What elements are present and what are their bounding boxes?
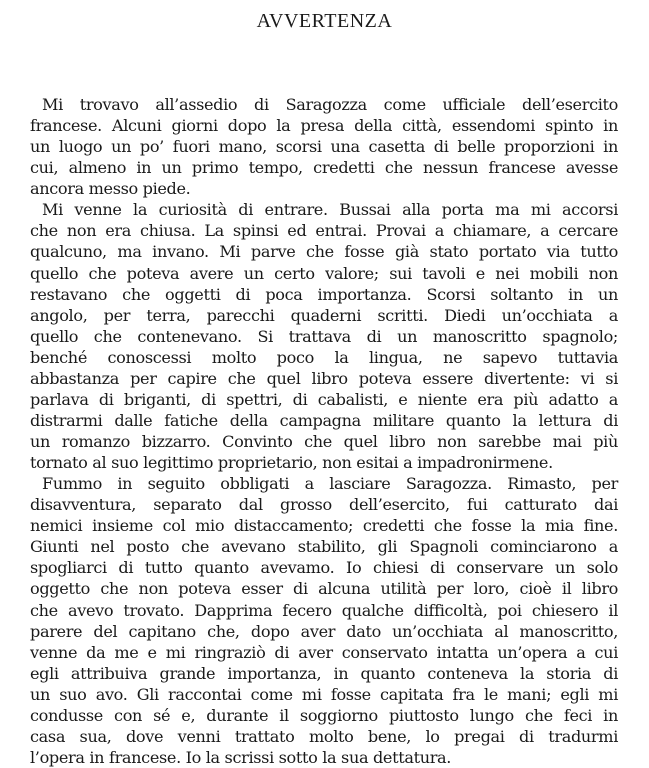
- text-line: venne da me e mi ringraziò di aver conservato intatta un’opera a cui: [30, 642, 618, 662]
- text-line: l’opera in francese. Io la scrissi sotto la sua dettatura.: [30, 747, 452, 767]
- text-line: disavventura, separato dal grosso dell’esercito, fui catturato dai: [30, 495, 618, 515]
- body-text: [30, 94, 618, 768]
- text-line: francese. Alcuni giorni dopo la presa della città, essendomi spinto in: [30, 116, 618, 136]
- text-line: quello che poteva avere un certo valore; sui tavoli e nei mobili non: [30, 263, 618, 283]
- text-line: quello che contenevano. Si trattava di un manoscritto spagnolo;: [30, 326, 618, 346]
- text-line: parere del capitano che, dopo aver dato un’occhiata al manoscritto,: [30, 621, 618, 641]
- text-line: un luogo un po’ fuori mano, scorsi una casetta di belle proporzioni in: [30, 137, 618, 157]
- page-title: AVVERTENZA: [256, 10, 393, 32]
- text-line: spogliarci di tutto quanto avevamo. Io chiesi di conservare un solo: [30, 558, 618, 578]
- text-line: benché conoscessi molto poco la lingua, ne sapevo tuttavia: [30, 347, 618, 367]
- text-line: Mi venne la curiosità di entrare. Bussai alla porta ma mi accorsi: [42, 200, 618, 220]
- text-line: restavano che oggetti di poca importanza. Scorsi soltanto in un: [30, 284, 618, 304]
- text-line: ancora messo piede.: [30, 179, 191, 199]
- text-line: abbastanza per capire che quel libro poteva essere divertente: vi si: [30, 368, 618, 388]
- text-line: Mi trovavo all’assedio di Saragozza come ufficiale dell’esercito: [42, 95, 618, 114]
- text-line: nemici insieme col mio distaccamento; credetti che fosse la mia fine.: [30, 516, 618, 536]
- text-line: angolo, per terra, parecchi quaderni scritti. Diedi un’occhiata a: [30, 305, 618, 325]
- paragraph-1: [30, 94, 618, 199]
- text-line: qualcuno, ma invano. Mi parve che fosse già stato portato via tutto: [30, 242, 618, 262]
- text-line: che non era chiusa. La spinsi ed entrai. Provai a chiamare, a cercare: [30, 221, 618, 241]
- paragraph-2: [30, 199, 618, 473]
- text-line: cui, almeno in un primo tempo, credetti che nessun francese avesse: [30, 158, 618, 178]
- text-line: tornato al suo legittimo proprietario, non esitai a impadronirmene.: [30, 453, 553, 473]
- text-line: parlava di briganti, di spettri, di cabalisti, e niente era più adatto a: [30, 389, 618, 409]
- text-line: oggetto che non poteva esser di alcuna utilità per loro, cioè il libro: [30, 579, 618, 599]
- paragraph-3: [30, 473, 618, 768]
- text-line: un suo avo. Gli raccontai come mi fosse capitata fra le mani; egli mi: [30, 684, 618, 704]
- text-line: casa sua, dove venni trattato molto bene, lo pregai di tradurmi: [30, 726, 618, 746]
- text-line: un romanzo bizzarro. Convinto che quel libro non sarebbe mai più: [30, 432, 618, 451]
- text-line: Fummo in seguito obbligati a lasciare Saragozza. Rimasto, per: [42, 474, 618, 494]
- text-line: Giunti nel posto che avevano stabilito, gli Spagnoli cominciarono a: [30, 537, 618, 557]
- text-line: condusse con sé e, durante il soggiorno piuttosto lungo che feci in: [30, 705, 618, 725]
- text-line: che avevo trovato. Dapprima fecero qualche difficoltà, poi chiesero il: [30, 600, 618, 620]
- text-line: egli attribuiva grande importanza, in quanto conteneva la storia di: [30, 663, 618, 683]
- text-line: distrarmi dalle fatiche della campagna militare quanto la lettura di: [30, 410, 618, 430]
